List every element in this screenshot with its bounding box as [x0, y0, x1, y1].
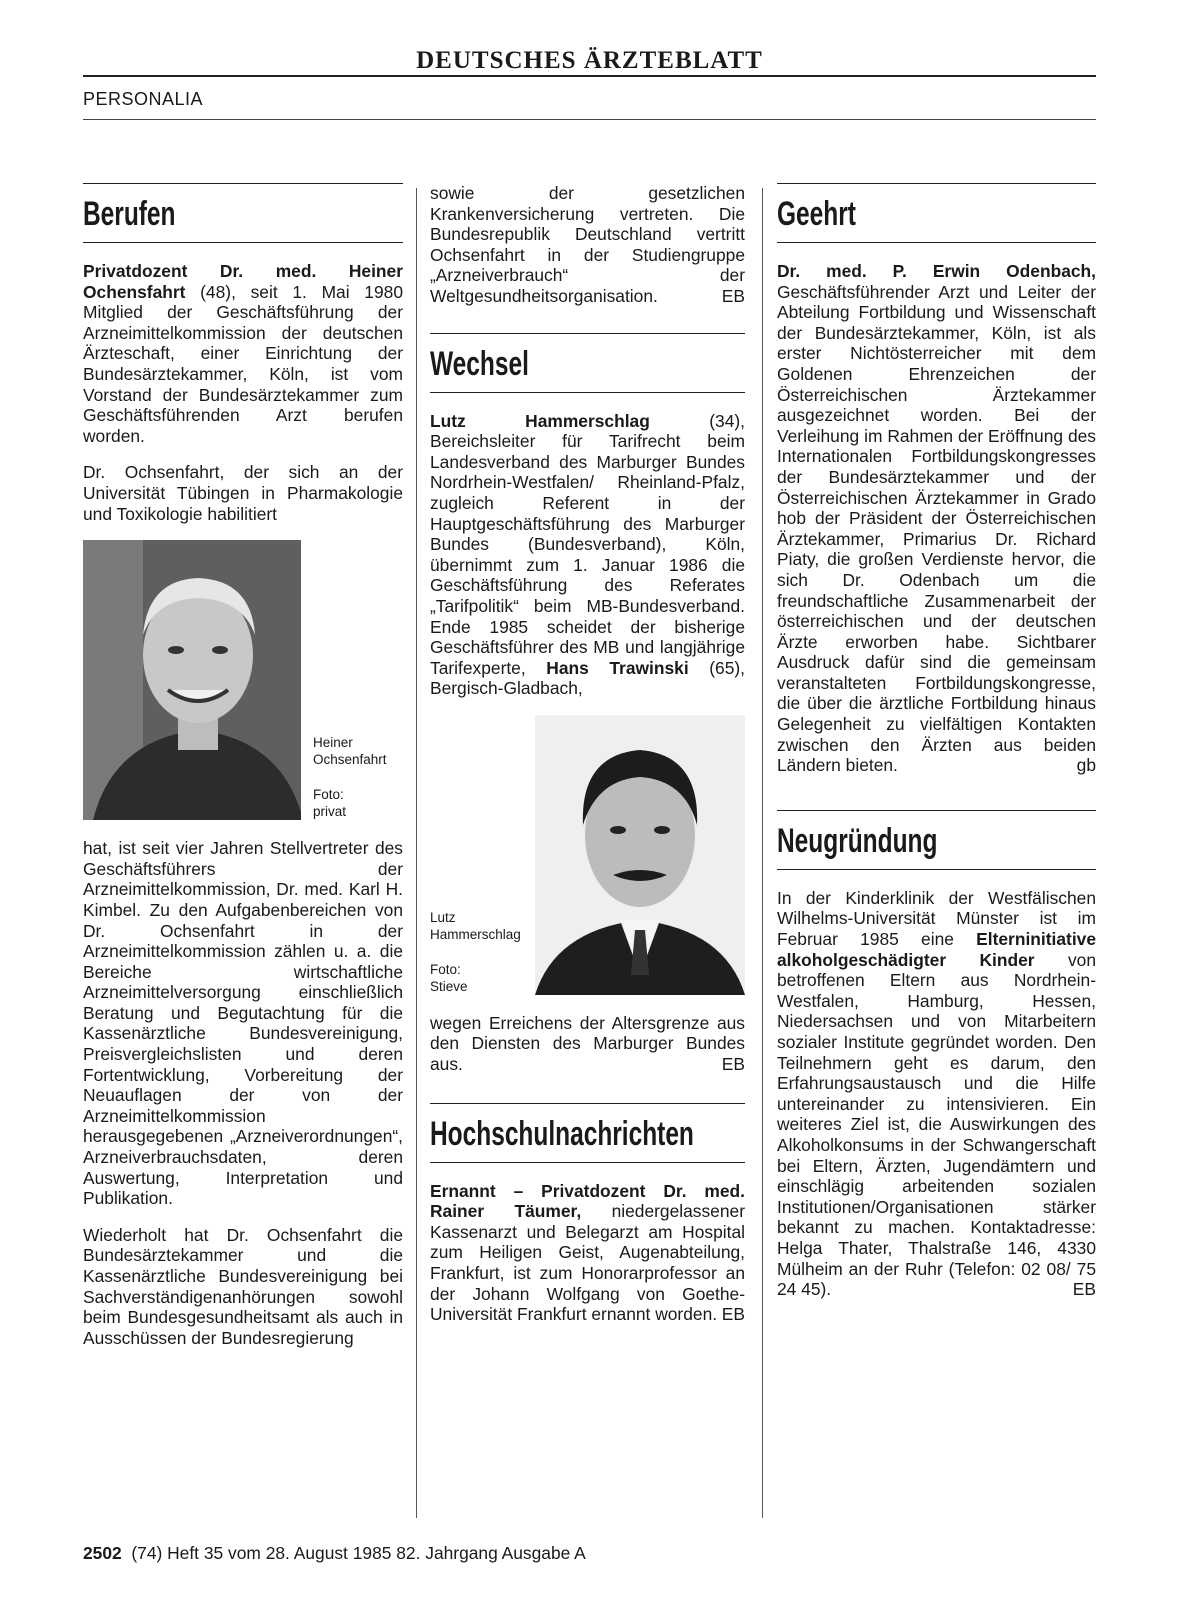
portrait-illustration: [535, 715, 745, 995]
heading-berufen: Berufen: [83, 195, 176, 233]
photo-block: [430, 715, 745, 995]
caption-name: Heiner Ochsenfahrt: [313, 735, 387, 768]
heading-box: [777, 810, 1096, 870]
paragraph: [430, 1013, 745, 1075]
section-label: PERSONALIA: [83, 89, 204, 109]
paragraph: [430, 183, 745, 307]
bold-term: Elterninitiative alkoholgeschädigter Kinder: [777, 929, 1096, 970]
page-number: 2502: [83, 1543, 122, 1563]
paragraph: [777, 261, 1096, 776]
section-rule: [83, 119, 1096, 120]
caption-name: Lutz Hammerschlag: [430, 909, 521, 942]
caption-credit: Foto: privat: [313, 787, 347, 820]
paragraph: Wiederholt hat Dr. Ochsenfahrt die Bundesärztekammer und die Kassenärztliche Bundesvereinigung bei Sachverständigenanhörungen sowohl beim Bundesgesundheitsamt als auch in Ausschüssen der Bundesregierung: [83, 1224, 403, 1348]
signature: EB: [721, 1304, 745, 1325]
masthead: DEUTSCHES ÄRZTEBLATT: [416, 47, 763, 74]
photo-block: [83, 540, 403, 820]
paragraph: [83, 261, 403, 446]
bold-name: Dr. med. P. Erwin Odenbach,: [777, 261, 1096, 281]
paragraph-text: sowie der gesetzlichen Krankenversicherung vertreten. Die Bundesrepublik Deutschland vertritt Ochsenfahrt in der Studiengruppe „Arzneiverbrauch“ der Weltgesundheitsorganisation.: [430, 183, 745, 306]
column-3: [777, 183, 1096, 1300]
column-1: [83, 183, 403, 1348]
paragraph-text: In der Kinderklinik der Westfälischen Wilhelms-Universität Münster ist im Februar 1985 eine: [777, 887, 1096, 950]
paragraph: [430, 1181, 745, 1325]
photo-caption: [430, 909, 521, 995]
heading-box: [430, 333, 745, 393]
heading-geehrt: Geehrt: [777, 195, 856, 233]
column-2: [430, 183, 745, 1325]
paragraph: [430, 411, 745, 699]
signature: EB: [721, 285, 745, 306]
paragraph-text: von betroffenen Eltern aus Nordrhein-Westfalen, Hamburg, Hessen, Niedersachsen und von Mitarbeitern sozialer Institute gegründet worden. Den Teilnehmern geht es darum, den Erfahrungsaustausch und die Hilfe untereinander zu intensivieren. Ein weiteres Ziel ist, die Auswirkungen des Alkoholkonsums in der Schwangerschaft bei Eltern, Ärzten, Jugendämtern und einschlägig arbeitenden sozialen Institutionen/Organisationen stärker bekannt zu machen. Kontaktadresse: Helga Thater, Thalstraße 146, 4330 Mülheim an der Ruhr (Telefon: 02 08/ 75 24 45).: [777, 949, 1096, 1300]
paragraph: [777, 888, 1096, 1300]
portrait-photo-ochsenfahrt: [83, 540, 301, 820]
portrait-photo-hammerschlag: [535, 715, 745, 995]
paragraph-text: Geschäftsführender Arzt und Leiter der Abteilung Fortbildung und Wissenschaft der Bundesärztekammer, Köln, ist als erster Nichtösterreicher mit dem Goldenen Ehrenzeichen der Österreichischen Ärztekammer ausgezeichnet worden. Bei der Verleihung im Rahmen der Eröffnung des Internationalen Fortbildungskongresses der Bundesärztekammer und der Österreichischen Ärztekammer in Grado hob der Präsident der Österreichischen Ärztekammer, Primarius Dr. Richard Piaty, die großen Verdienste hervor, die sich Dr. Odenbach um die freundschaftliche Zusammenarbeit der österreichischen und der deutschen Ärzte erworben habe. Sichtbarer Ausdruck dafür sind die gemeinsam veranstalteten Fortbildungskongresse, die über die ärztliche Fortbildung hinaus Gelegenheit zu vielfältigen Kontakten zwischen den Ärzten aus beiden Ländern bieten.: [777, 281, 1096, 776]
signature: EB: [1072, 1279, 1096, 1300]
heading-neugruendung: Neugründung: [777, 821, 938, 860]
paragraph-text: wegen Erreichens der Altersgrenze aus den Diensten des Marburger Bundes aus.: [430, 1012, 745, 1075]
heading-wechsel: Wechsel: [430, 344, 529, 383]
bold-name: Privatdozent Dr. med. Heiner Ochensfahrt: [83, 261, 403, 302]
photo-caption: [301, 734, 403, 820]
signature: gb: [1076, 755, 1096, 776]
bold-name: Hans Trawinski: [546, 657, 689, 678]
page-footer: [83, 1543, 586, 1564]
heading-box: [430, 1103, 745, 1163]
column-divider: [762, 188, 763, 1518]
paragraph-text: niedergelassener Kassenarzt und Belegarzt am Hospital zum Heiligen Geist, Augenabteilung, Frankfurt, ist zum Honorarprofessor an der Johann Wolfgang von Goethe-Universität Frankfurt ernannt worden.: [430, 1201, 745, 1325]
paragraph-text: (65), Bergisch-Gladbach,: [430, 657, 745, 699]
paragraph-text: (34), Bereichsleiter für Tarifrecht beim Landesverband des Marburger Bundes Nordrhein-Westfalen/ Rheinland-Pfalz, zugleich Referent in der Hauptgeschäftsführung des Marburger Bundes (Bundesverband), Köln, übernimmt zum 1. Januar 1986 die Geschäftsführung des Referates „Tarifpolitik“ beim MB-Bundesverband. Ende 1985 scheidet der bisherige Geschäftsführer des MB und langjährige Tarifexperte,: [430, 410, 745, 678]
column-divider: [416, 188, 417, 1518]
heading-hochschulnachrichten: Hochschulnachrichten: [430, 1114, 694, 1153]
bold-name: Lutz Hammerschlag: [430, 410, 650, 431]
paragraph-text: (48), seit 1. Mai 1980 Mitglied der Geschäftsführung der Arzneimittelkommission der deutschen Ärzteschaft, einer Einrichtung der Bundesärztekammer, Köln, ist vom Vorstand der Bundesärztekammer zum Geschäftsführenden Arzt berufen worden.: [83, 281, 403, 446]
paragraph: Dr. Ochsenfahrt, der sich an der Universität Tübingen in Pharmakologie und Toxikologie habilitiert: [83, 462, 403, 524]
masthead-rule: [83, 75, 1096, 77]
bold-name: Ernannt – Privatdozent Dr. med. Rainer Täumer,: [430, 1180, 745, 1222]
paragraph: hat, ist seit vier Jahren Stellvertreter des Geschäftsführers der Arzneimittelkommission, Dr. med. Karl H. Kimbel. Zu den Aufgabenbereichen von Dr. Ochsenfahrt in der Arzneimittelkommission zählen u. a. die Bereiche wirtschaftliche Arzneimittelversorgung einschließlich Beratung und Begutachtung für die Kassenärztliche Bundesvereinigung, Preisvergleichslisten und deren Fortentwicklung, Vorbereitung der Neuauflagen der von der Arzneimittelkommission herausgegebenen „Arzneiverordnungen“, Arzneiverbrauchsdaten, deren Auswertung, Interpretation und Publikation.: [83, 838, 403, 1209]
caption-credit: Foto: Stieve: [430, 961, 468, 994]
heading-box: [777, 183, 1096, 243]
signature: EB: [721, 1054, 745, 1075]
issue-info: (74) Heft 35 vom 28. August 1985 82. Jahrgang Ausgabe A: [131, 1543, 586, 1563]
portrait-illustration: [83, 540, 301, 820]
heading-box: [83, 183, 403, 243]
